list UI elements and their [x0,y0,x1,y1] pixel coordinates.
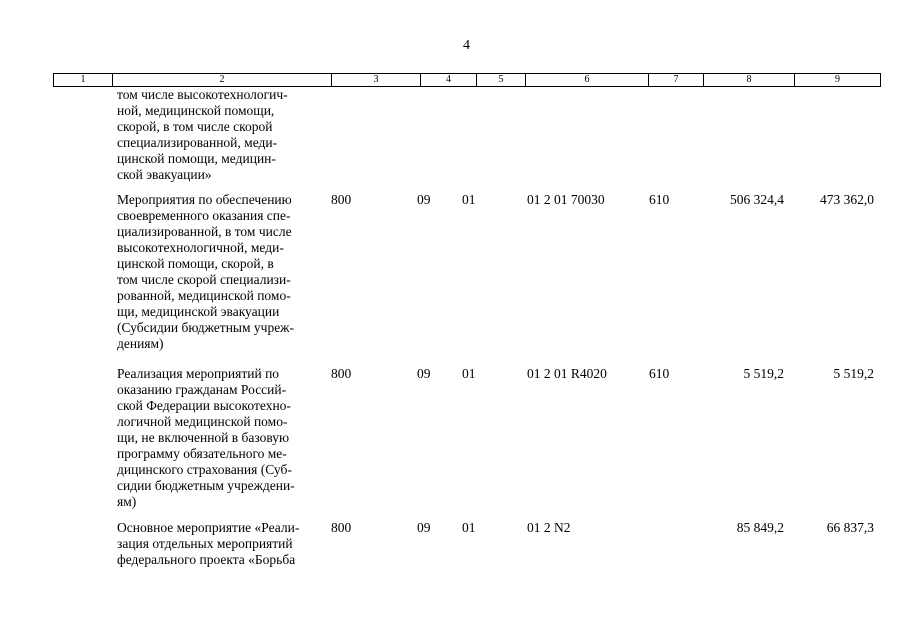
column-header-8: 8 [703,74,794,86]
cell-subsection: 01 [462,192,476,207]
cell-amount-col9: 473 362,0 [820,192,874,207]
page-number: 4 [463,38,470,53]
cell-ministry-code: 800 [331,192,352,207]
row-description: Реализация мероприятий по оказанию гражданам Россий- ской Федерации высокотехно- логичной медицинской помо- щи, не включенной в базовую программу обязательного ме- дицинского страхования (Суб- сидии бюджетным учреждени- ям) [117,366,295,509]
column-header-9: 9 [794,74,880,86]
cell-ministry-code: 800 [331,520,352,535]
column-header-5: 5 [476,74,525,86]
cell-amount-col8: 5 519,2 [743,366,784,381]
cell-target-article: 01 2 01 R4020 [527,366,607,381]
cell-amount-col9: 5 519,2 [833,366,874,381]
column-header-2: 2 [112,74,331,86]
cell-target-article: 01 2 N2 [527,520,571,535]
cell-section: 09 [417,520,431,535]
column-header-7: 7 [648,74,703,86]
column-header-1: 1 [80,74,86,85]
column-header-4: 4 [420,74,476,86]
cell-expense-type: 610 [649,192,670,207]
cell-amount-col8: 85 849,2 [736,520,784,535]
table-header-row [53,73,881,87]
continuation-text: том числе высокотехнологич- ной, медицинской помощи, скорой, в том числе скорой специализированной, меди- цинской помощи, медицин- ской эвакуации» [117,87,288,182]
cell-subsection: 01 [462,520,476,535]
cell-target-article: 01 2 01 70030 [527,192,605,207]
column-header-3: 3 [331,74,420,86]
cell-expense-type: 610 [649,366,670,381]
row-description: Мероприятия по обеспечению своевременного оказания спе- циализированной, в том числе высокотехнологичной, меди- цинской помощи, скорой, в том числе скорой специализи- рованной, медицинской помо- щи, медицинской эвакуации (Субсидии бюджетным учреж- дениям) [117,192,295,351]
row-description: Основное мероприятие «Реали- зация отдельных мероприятий федерального проекта «Борьба [117,520,300,567]
cell-subsection: 01 [462,366,476,381]
cell-ministry-code: 800 [331,366,352,381]
cell-amount-col9: 66 837,3 [826,520,874,535]
cell-section: 09 [417,366,431,381]
cell-section: 09 [417,192,431,207]
cell-amount-col8: 506 324,4 [730,192,784,207]
column-header-6: 6 [525,74,648,86]
